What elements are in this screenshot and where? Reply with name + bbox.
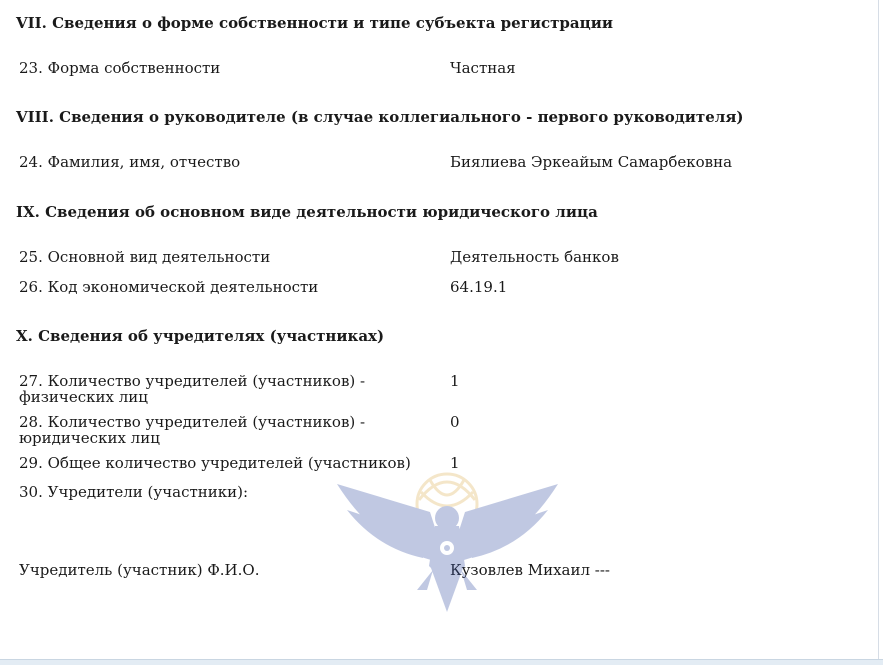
main-activity-label: 25. Основной вид деятельности xyxy=(19,248,271,266)
director-name-label: 24. Фамилия, имя, отчество xyxy=(19,153,241,171)
founders-individuals-label xyxy=(19,373,419,405)
main-activity-value: Деятельность банков xyxy=(450,248,619,266)
founders-legal-label xyxy=(19,414,419,446)
founder-name-value: Кузовлев Михаил --- xyxy=(450,561,610,579)
founders-individuals-label-line1: 27. Количество учредителей (участников) - xyxy=(19,372,366,390)
activity-code-value: 64.19.1 xyxy=(450,278,508,296)
founders-individuals-value: 1 xyxy=(450,372,460,390)
section-ix-title: IX. Сведения об основном виде деятельности юридического лица xyxy=(16,203,598,221)
founders-total-value: 1 xyxy=(450,454,460,472)
activity-code-label: 26. Код экономической деятельности xyxy=(19,278,319,296)
bottom-scroll-bar xyxy=(0,659,883,665)
founders-total-label: 29. Общее количество учредителей (участников) xyxy=(19,454,411,472)
founders-legal-label-line2: юридических лиц xyxy=(19,429,160,447)
founders-legal-label-line1: 28. Количество учредителей (участников) - xyxy=(19,413,366,431)
section-viii-title: VIII. Сведения о руководителе (в случае коллегиального - первого руководителя) xyxy=(16,108,744,126)
founders-legal-value: 0 xyxy=(450,413,460,431)
founders-individuals-label-line2: физических лиц xyxy=(19,388,148,406)
director-name-value: Биялиева Эркеайым Самарбековна xyxy=(450,153,733,171)
section-vii-title: VII. Сведения о форме собственности и типе субъекта регистрации xyxy=(16,14,613,32)
founders-list-label: 30. Учредители (участники): xyxy=(19,483,249,501)
founder-name-label: Учредитель (участник) Ф.И.О. xyxy=(19,561,260,579)
section-x-title: X. Сведения об учредителях (участниках) xyxy=(16,327,385,345)
ownership-form-label: 23. Форма собственности xyxy=(19,59,221,77)
ownership-form-value: Частная xyxy=(450,59,516,77)
